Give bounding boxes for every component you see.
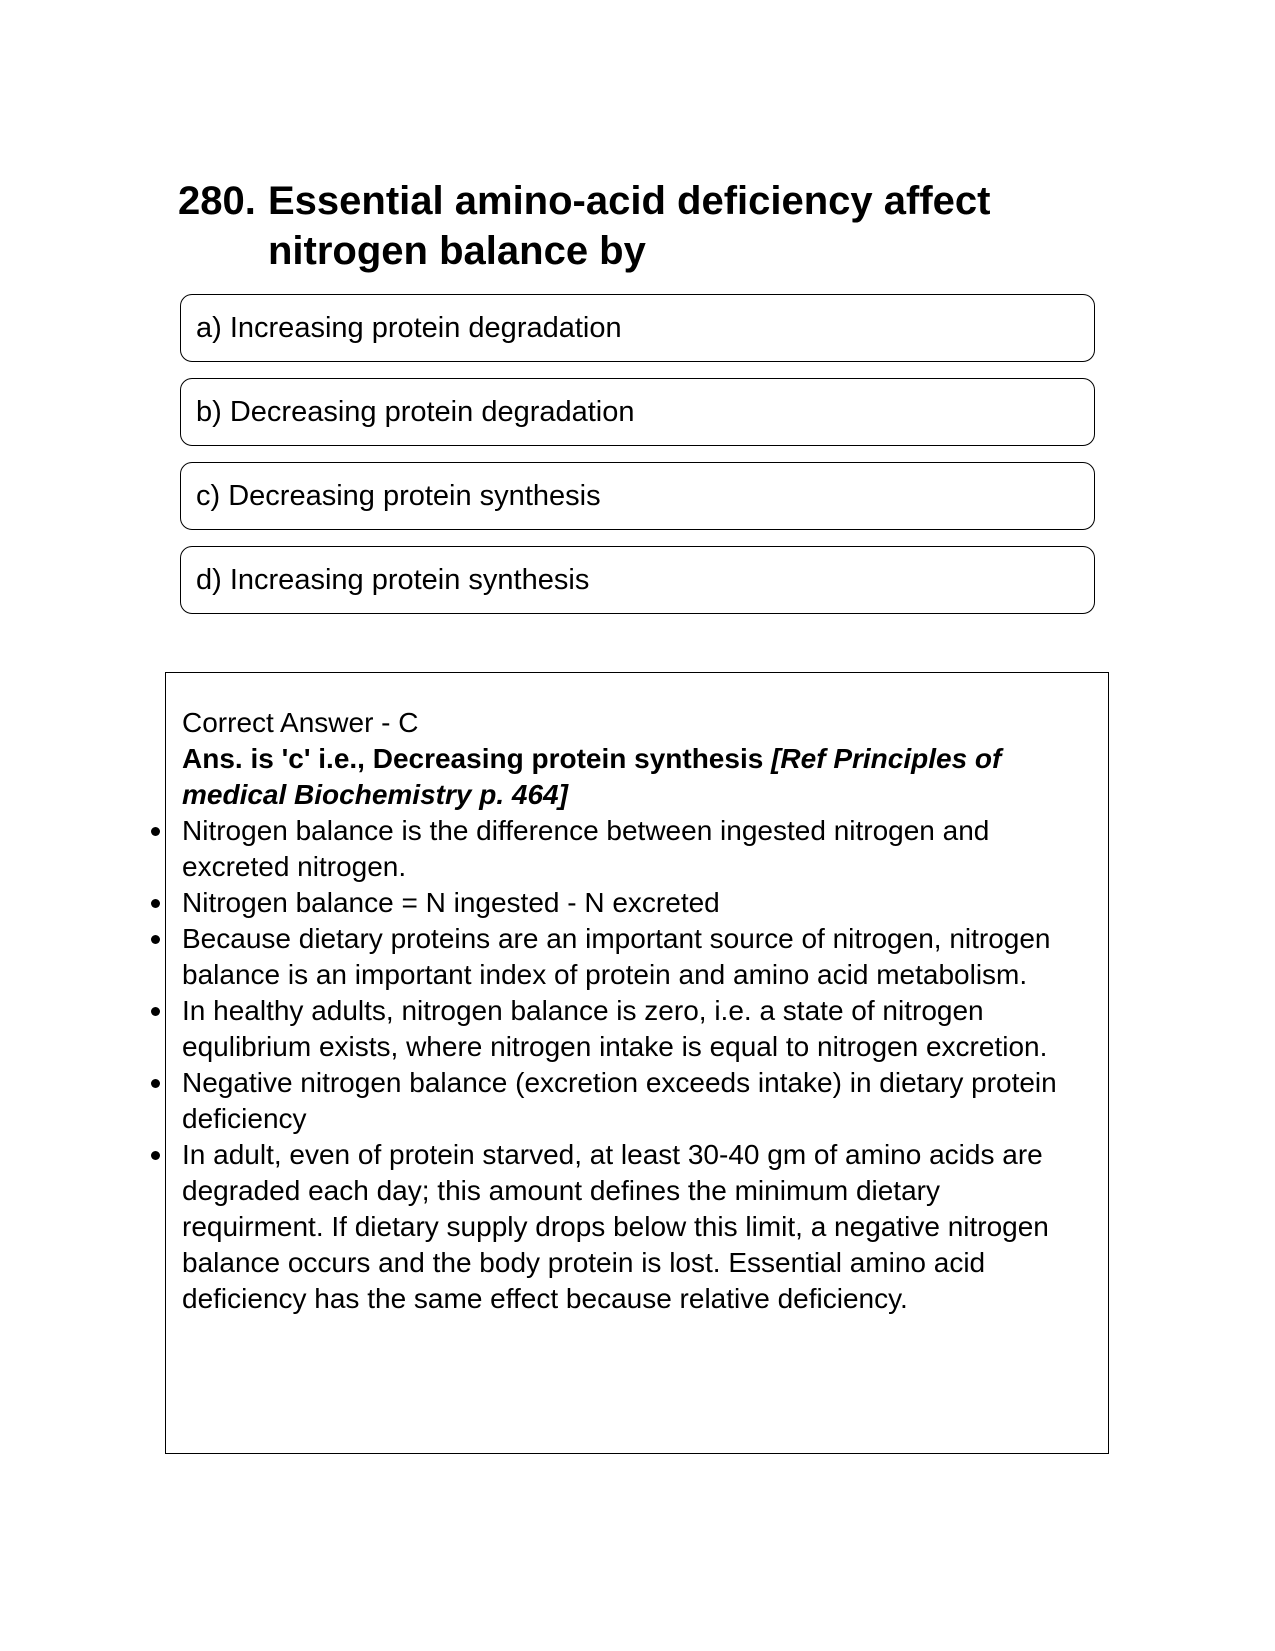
question-heading	[178, 176, 1098, 276]
bullet-icon	[151, 1007, 160, 1016]
bullet-icon	[151, 1151, 160, 1160]
option-c[interactable]: c) Decreasing protein synthesis	[180, 462, 1095, 530]
bullet-item	[182, 1137, 1087, 1317]
explanation-reference: [Ref Principles of medical Biochemistry p. 464]	[182, 743, 1002, 810]
explanation-bold: Ans. is 'c' i.e., Decreasing protein synthesis	[182, 743, 772, 774]
options-list	[180, 294, 1095, 630]
bullet-item	[182, 1065, 1087, 1137]
explanation-bullets	[182, 813, 1087, 1317]
answer-content	[182, 705, 1087, 1317]
bullet-text: Negative nitrogen balance (excretion exceeds intake) in dietary protein deficiency	[182, 1067, 1057, 1134]
bullet-item	[182, 813, 1087, 885]
bullet-icon	[151, 899, 160, 908]
answer-box	[165, 672, 1109, 1454]
option-d[interactable]: d) Increasing protein synthesis	[180, 546, 1095, 614]
bullet-icon	[151, 1079, 160, 1088]
question-number: 280.	[178, 179, 256, 223]
bullet-icon	[151, 827, 160, 836]
bullet-text: Nitrogen balance = N ingested - N excreted	[182, 887, 720, 918]
bullet-item	[182, 993, 1087, 1065]
bullet-item	[182, 921, 1087, 993]
question-text: Essential amino-acid deficiency affect nitrogen balance by	[268, 179, 991, 273]
explanation-heading	[182, 741, 1087, 813]
bullet-item	[182, 885, 1087, 921]
bullet-text: Because dietary proteins are an important source of nitrogen, nitrogen balance is an important index of protein and amino acid metabolism.	[182, 923, 1051, 990]
bullet-text: In adult, even of protein starved, at least 30-40 gm of amino acids are degraded each day; this amount defines the minimum dietary requirment. If dietary supply drops below this limit, a negative nitrogen balance occurs and the body protein is lost. Essential amino acid deficiency has the same effect because relative deficiency.	[182, 1139, 1049, 1314]
bullet-text: In healthy adults, nitrogen balance is zero, i.e. a state of nitrogen equlibrium exists, where nitrogen intake is equal to nitrogen excretion.	[182, 995, 1048, 1062]
option-b[interactable]: b) Decreasing protein degradation	[180, 378, 1095, 446]
bullet-icon	[151, 935, 160, 944]
correct-answer-line: Correct Answer - C	[182, 707, 419, 738]
option-a[interactable]: a) Increasing protein degradation	[180, 294, 1095, 362]
bullet-text: Nitrogen balance is the difference between ingested nitrogen and excreted nitrogen.	[182, 815, 990, 882]
